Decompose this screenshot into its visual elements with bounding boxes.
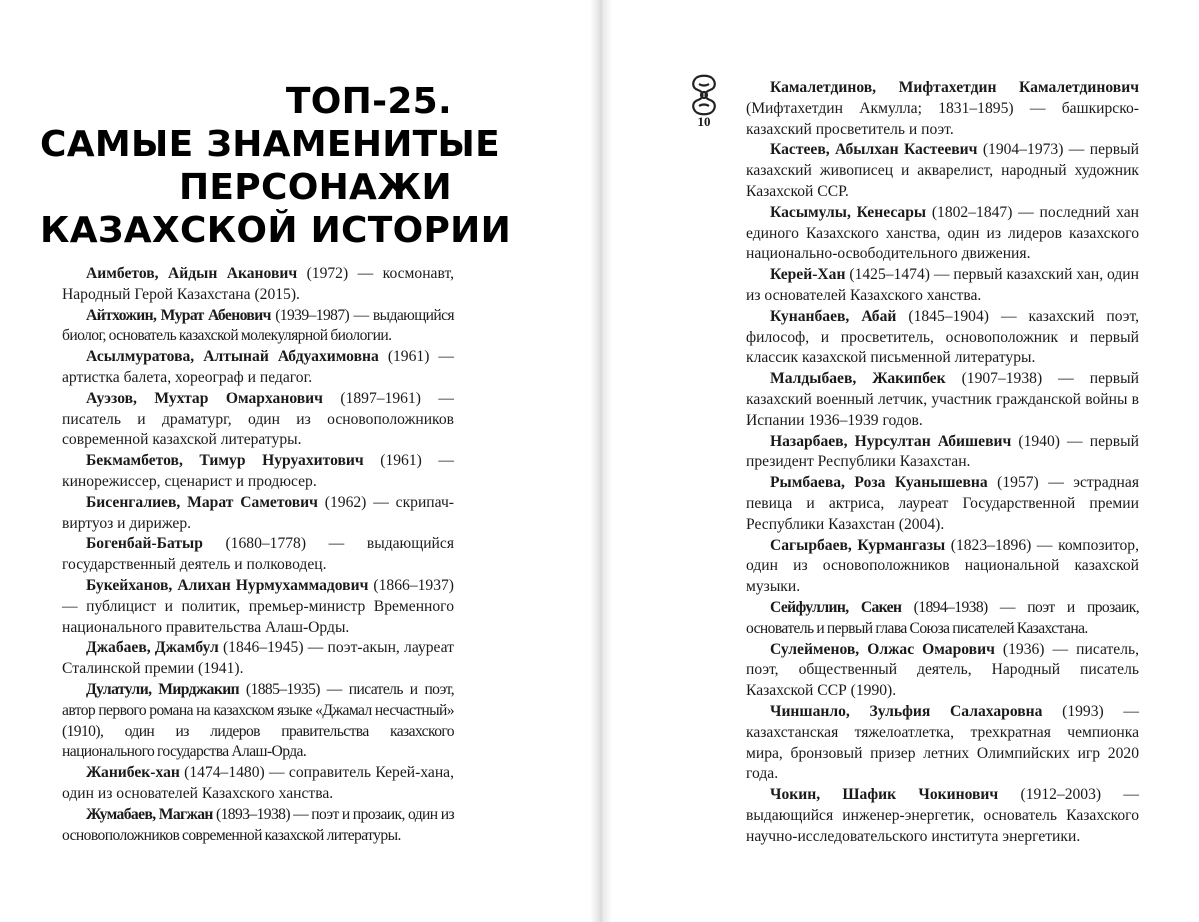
entry-name: Жанибек-хан — [86, 764, 180, 782]
entry-text: (1912–2003) — выдающийся инженер-энергетик, основатель Казахского научно-исследовательского института энергетики. — [746, 786, 1140, 845]
entry-name: Букейханов, Алихан Нурмухаммадович — [86, 576, 369, 594]
entry-paragraph — [746, 78, 1139, 140]
entry-paragraph — [746, 536, 1139, 598]
entry-paragraph — [62, 493, 454, 535]
entry-paragraph — [62, 306, 454, 348]
title-line: САМЫЕ ЗНАМЕНИТЫЕ — [40, 124, 501, 165]
entry-paragraph — [746, 598, 1139, 640]
page-number: 10 — [697, 114, 711, 129]
entry-text: (1961) — кинорежиссер, сценарист и продюсер. — [62, 452, 455, 490]
entry-text: (1940) — первый президент Республики Казахстан. — [746, 432, 1139, 471]
entry-name: Богенбай-Батыр — [86, 535, 203, 553]
entry-name: Дулатули, Мирджакип — [86, 680, 240, 698]
entry-name: Бисенгалиев, Марат Саметович — [86, 493, 318, 511]
entry-text: (1972) — космонавт, Народный Герой Казахстана (2015). — [62, 265, 454, 303]
entry-name: Рымбаева, Роза Куанышевна — [770, 474, 988, 492]
entry-name: Касымулы, Кенесары — [770, 203, 927, 221]
entry-name: Асылмуратова, Алтынай Абдуахимовна — [86, 348, 379, 366]
entry-text: (1893–1938) — поэт и прозаик, один из основоположников современной казахской литературы. — [62, 805, 454, 844]
entry-paragraph — [62, 534, 454, 576]
entry-paragraph — [746, 203, 1139, 265]
entry-paragraph — [746, 369, 1139, 431]
title-line: ПЕРСОНАЖИ — [178, 167, 452, 208]
entry-text: (1962) — скрипач-виртуоз и дирижер. — [62, 493, 454, 532]
entry-name: Джабаев, Джамбул — [86, 639, 219, 657]
entry-text: (1904–1973) — первый казахский живописец и акварелист, народный художник Казахской ССР. — [746, 141, 1139, 200]
entry-paragraph — [62, 347, 454, 389]
entry-text: (1907–1938) — первый казахский военный летчик, участник гражданской войны в Испании 1936–1939 годов. — [746, 370, 1139, 429]
entry-name: Аимбетов, Айдын Аканович — [86, 265, 298, 282]
entry-paragraph — [746, 702, 1139, 785]
entry-text: (1894–1938) — поэт и прозаик, основатель и первый глава Союза писателей Казахстана. — [746, 598, 1139, 637]
entry-paragraph — [746, 785, 1139, 847]
title-line: ТОП-25. — [285, 81, 452, 122]
entry-paragraph — [746, 640, 1139, 702]
entry-paragraph — [746, 432, 1139, 474]
entry-paragraph — [746, 473, 1139, 535]
entry-name: Бекмамбетов, Тимур Нуруахитович — [86, 452, 364, 470]
entry-text: (1993) — казахстанская тяжелоатлетка, трехкратная чемпионка мира, бронзовый призер летних Олимпийских игр 2020 года. — [746, 702, 1140, 783]
page-title — [40, 80, 512, 252]
entry-paragraph — [746, 140, 1139, 202]
entry-text: (1680–1778) — выдающийся государственный деятель и полководец. — [62, 535, 454, 574]
left-page — [0, 0, 597, 922]
entry-name: Керей-Хан — [770, 266, 846, 284]
entry-paragraph — [62, 389, 454, 451]
entry-paragraph — [62, 451, 454, 493]
entry-paragraph — [62, 680, 454, 763]
entry-name: Ауэзов, Мухтар Омарханович — [86, 389, 323, 407]
entry-text: (1823–1896) — композитор, один из основоположников национальной казахской музыки. — [746, 536, 1139, 596]
entry-text: (1866–1937) — публицист и политик, премьер-министр Временного национального правительства Алаш-Орды. — [62, 576, 454, 636]
entry-text: (1936) — писатель, поэт, общественный деятель, Народный писатель Казахской ССР (1990). — [746, 640, 1139, 700]
entry-text: (1961) — артистка балета, хореограф и педагог. — [62, 348, 454, 386]
entry-text: (1957) — эстрадная певица и актриса, лауреат Государственной премии Республики Казахстан (2004). — [746, 474, 1139, 533]
entry-text: (1885–1935) — писатель и поэт, автор первого романа на казахском языке «Джамал несчастный» (1910), один из лидеров правительства казахского национального государства Алаш-Орда. — [62, 680, 455, 761]
entry-name: Кунанбаев, Абай — [770, 307, 897, 325]
entry-name: Сулейменов, Олжас Омарович — [770, 640, 995, 658]
entry-text: (1845–1904) — казахский поэт, философ, и просветитель, основоположник и первый классик казахской письменной литературы. — [746, 307, 1139, 367]
entry-text: (Мифтахетдин Акмулла; 1831–1895) — башкирско-казахский просветитель и поэт. — [746, 99, 1139, 138]
entry-name: Камалетдинов, Мифтахетдин Камалетдинович — [770, 79, 1139, 96]
title-line: КАЗАХСКОЙ ИСТОРИИ — [40, 210, 512, 251]
entry-text: (1939–1987) — выдающийся биолог, основатель казахской молекулярной биологии. — [62, 306, 454, 345]
entry-name: Сейфуллин, Сакен — [770, 598, 902, 616]
entry-name: Кастеев, Абылхан Кастеевич — [770, 141, 978, 159]
entry-text: (1897–1961) — писатель и драматург, один из основоположников современной казахской литературы. — [62, 389, 454, 449]
entry-name: Жумабаев, Магжан — [86, 805, 213, 823]
book-gutter — [590, 0, 612, 922]
right-entries-list — [746, 78, 1139, 847]
entry-text: (1802–1847) — последний хан единого Казахского ханства, один из лидеров казахского национально-освободительного движения. — [746, 203, 1140, 263]
left-entries-list — [62, 264, 454, 846]
entry-paragraph — [746, 265, 1139, 307]
entry-name: Айтхожин, Мурат Абенович — [86, 306, 271, 324]
entry-text: (1474–1480) — соправитель Керей-хана, один из основателей Казахского ханства. — [62, 764, 454, 802]
entry-paragraph — [62, 638, 454, 680]
entry-name: Чиншанло, Зульфия Салахаровна — [770, 702, 1043, 720]
entry-text: (1846–1945) — поэт-акын, лауреат Сталинской премии (1941). — [62, 639, 454, 678]
entry-paragraph — [62, 763, 454, 805]
entry-name: Чокин, Шафик Чокинович — [770, 786, 999, 804]
entry-paragraph — [62, 805, 454, 847]
entry-name: Сагырбаев, Курмангазы — [770, 536, 946, 554]
entry-name: Назарбаев, Нурсултан Абишевич — [770, 432, 1012, 450]
entry-name: Малдыбаев, Жакипбек — [770, 370, 946, 388]
entry-paragraph — [62, 264, 454, 306]
entry-paragraph — [62, 576, 454, 638]
entry-text: (1425–1474) — первый казахский хан, один из основателей Казахского ханства. — [746, 266, 1139, 304]
entry-paragraph — [746, 307, 1139, 369]
celtic-knot-ornament-icon — [690, 74, 718, 116]
